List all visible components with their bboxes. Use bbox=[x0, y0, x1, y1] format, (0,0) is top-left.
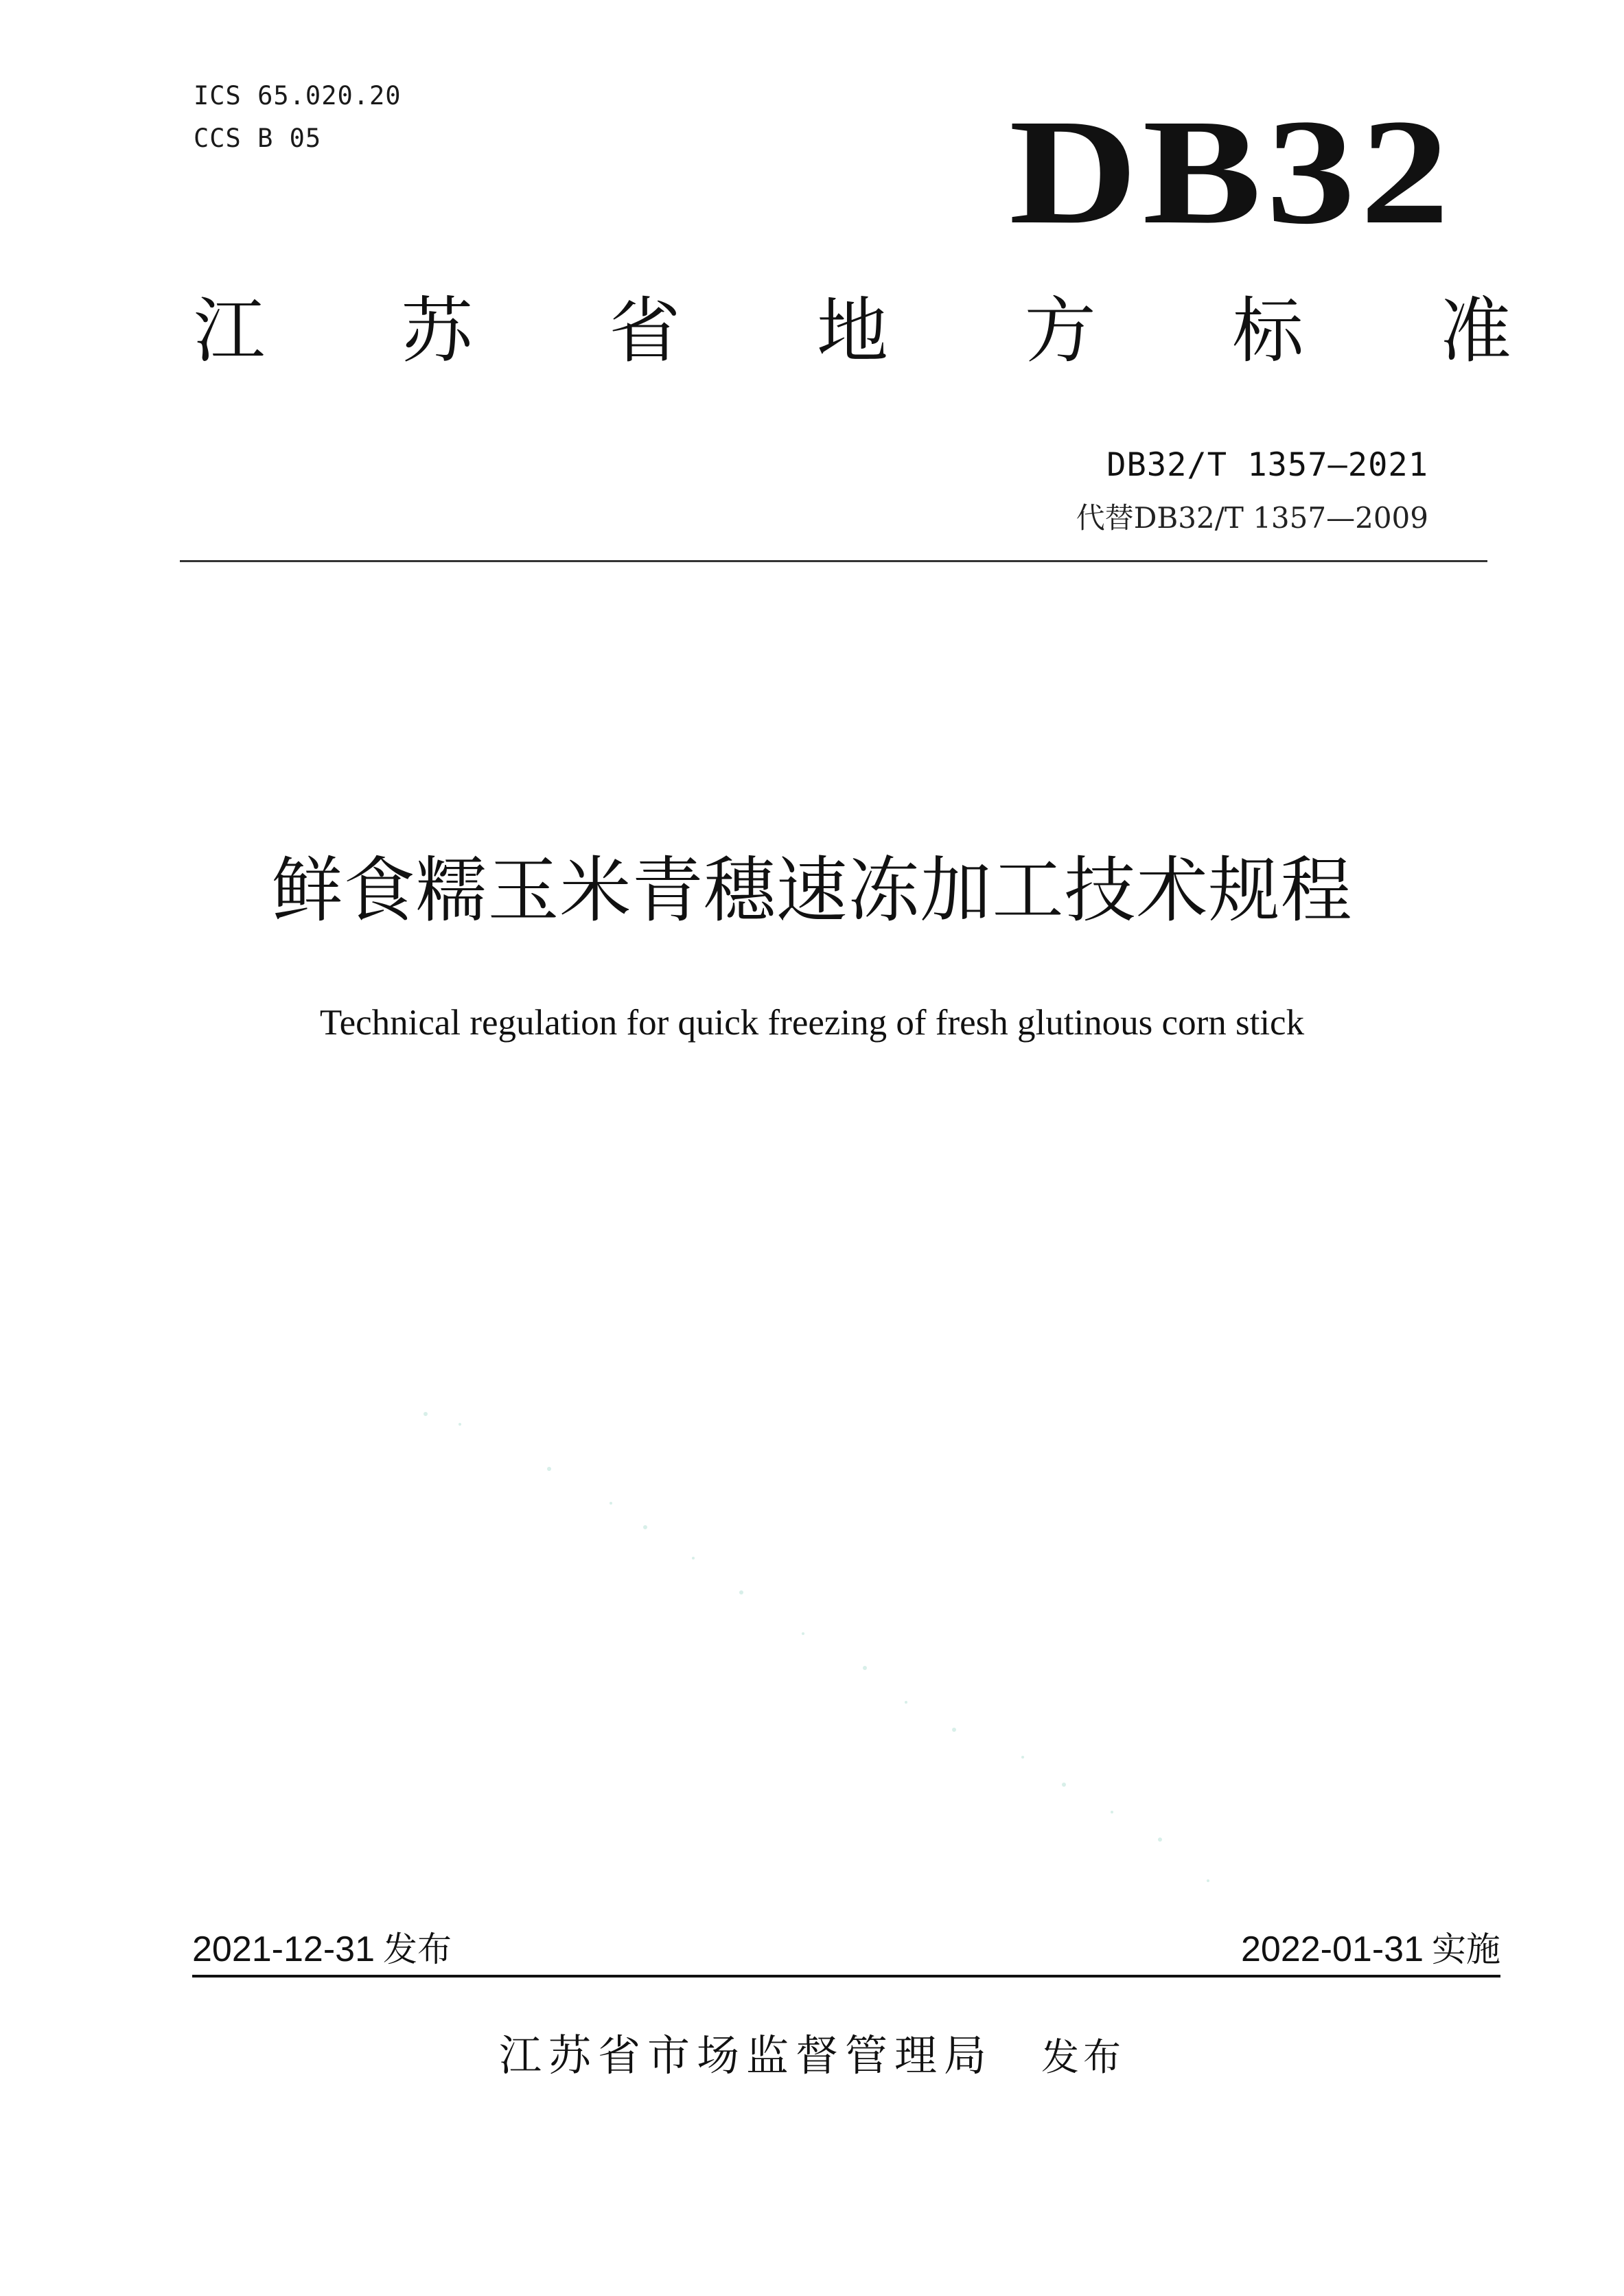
standard-type-char: 地 bbox=[816, 289, 888, 373]
footer-divider bbox=[192, 1975, 1500, 1978]
standard-type-char: 省 bbox=[609, 289, 681, 373]
document-title-en: Technical regulation for quick freezing of fresh glutinous corn stick bbox=[319, 1003, 1305, 1043]
standard-type-char: 标 bbox=[1232, 289, 1304, 373]
ccs-code: CCS B 05 bbox=[194, 124, 322, 153]
publish-date: 2021-12-31 bbox=[192, 1929, 375, 1969]
standard-type-char: 方 bbox=[1024, 289, 1096, 373]
implement-date-group bbox=[1241, 1922, 1500, 1971]
standard-type-char: 江 bbox=[194, 289, 266, 373]
document-title-cn: 鲜食糯玉米青穗速冻加工技术规程 bbox=[271, 848, 1353, 932]
scan-speckles bbox=[384, 1359, 1277, 1908]
standard-number: DB32/T 1357—2021 bbox=[1106, 446, 1428, 484]
publish-date-group bbox=[192, 1922, 452, 1971]
ics-code: ICS 65.020.20 bbox=[194, 81, 402, 111]
standard-type-heading bbox=[194, 289, 1511, 373]
issuer-line bbox=[0, 2021, 1624, 2083]
header-divider bbox=[180, 560, 1487, 562]
standard-type-char: 准 bbox=[1439, 289, 1511, 373]
db32-logo: DB32 bbox=[1009, 88, 1454, 255]
replaces-standard: 代替DB32/T 1357—2009 bbox=[1076, 501, 1428, 535]
publish-label: 发布 bbox=[383, 1929, 452, 1969]
dates-row bbox=[192, 1922, 1500, 1971]
issuer-name: 江苏省市场监督管理局 bbox=[498, 2030, 993, 2080]
issuer-action: 发布 bbox=[1041, 2035, 1126, 2079]
implement-date: 2022-01-31 bbox=[1241, 1929, 1424, 1969]
implement-label: 实施 bbox=[1432, 1929, 1500, 1969]
standard-type-char: 苏 bbox=[401, 289, 473, 373]
